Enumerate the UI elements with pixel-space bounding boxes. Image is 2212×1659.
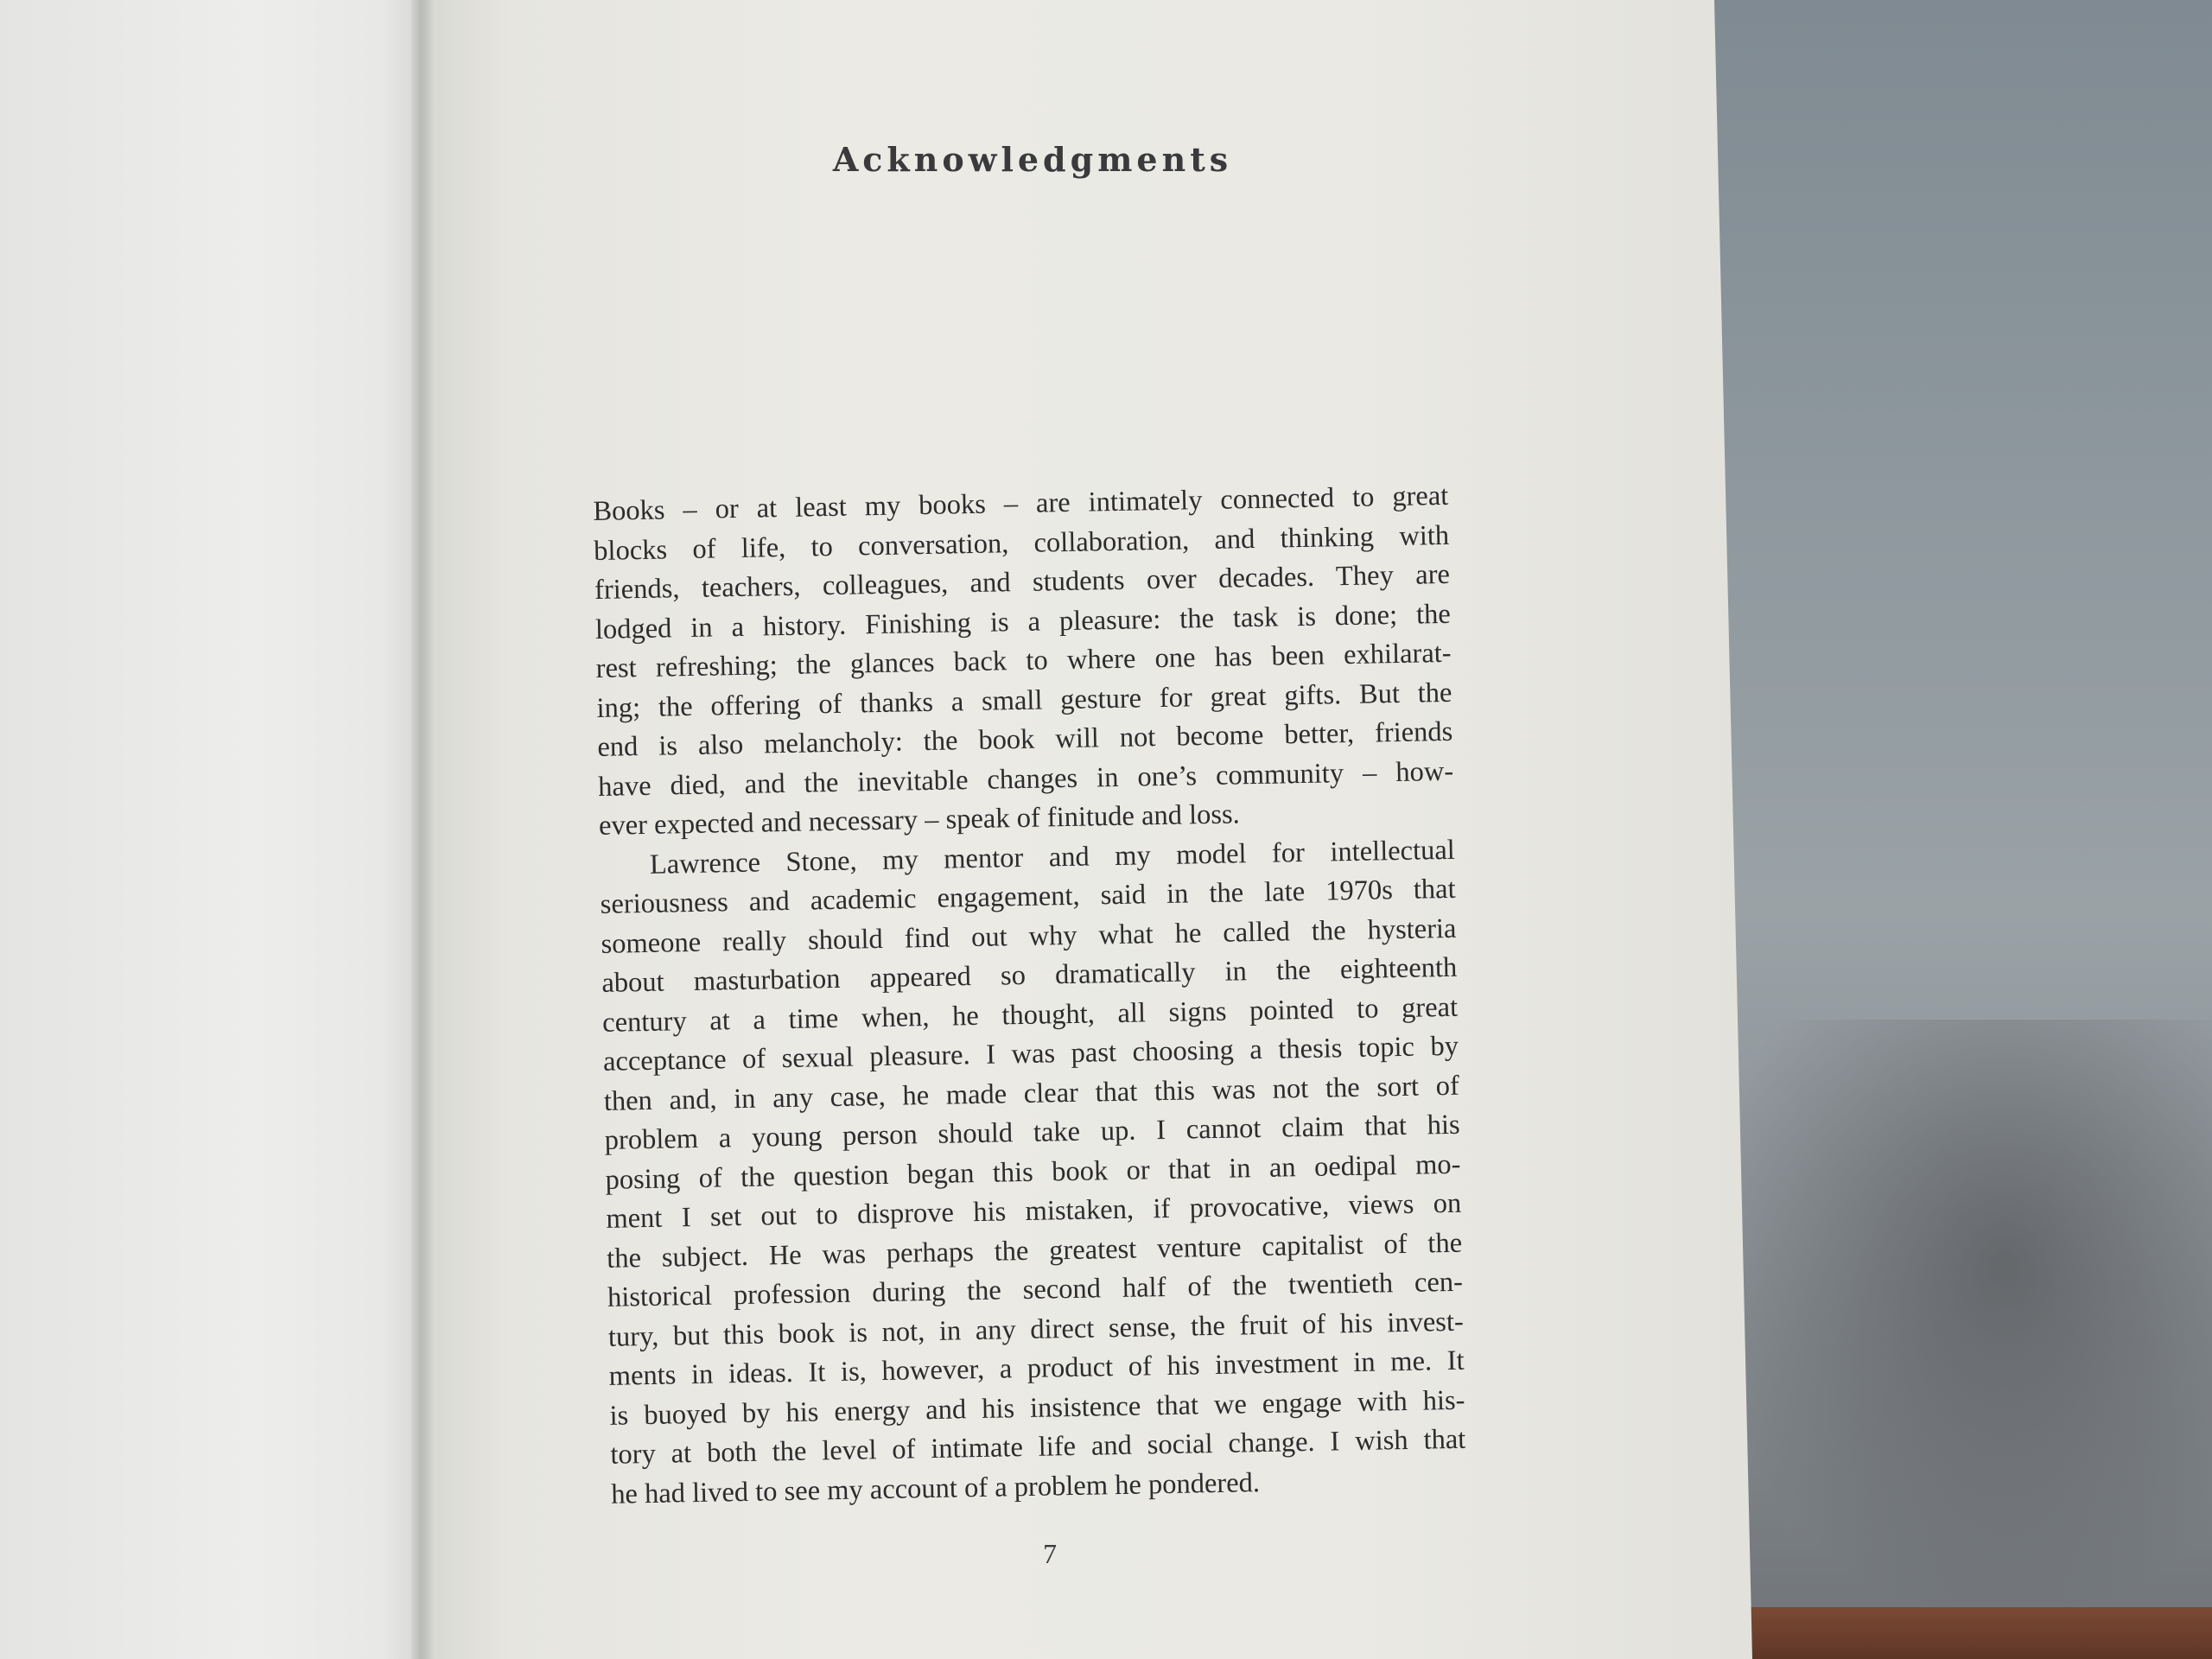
text-line: Lawrence Stone, my mentor and my model for intellectual [649, 834, 1456, 880]
text-line: Books – or at least my books – are intimately connected to great [593, 480, 1449, 527]
text-line: he had lived to see my account of a problem he pondered. [610, 1466, 1261, 1510]
text-line: posing of the question began this book or that in an oedipal mo- [605, 1148, 1461, 1196]
text-line: end is also melancholy: the book will not become better, friends [597, 715, 1453, 763]
text-line: about masturbation appeared so dramatically in the eighteenth [601, 951, 1458, 999]
text-line: seriousness and academic engagement, said in the late 1970s that [600, 873, 1456, 920]
paragraph-2 [600, 830, 1467, 1515]
left-page-blank [0, 0, 423, 1659]
paragraph-1 [593, 477, 1454, 847]
page-number: 7 [1043, 1538, 1057, 1569]
text-line: tury, but this book is not, in any direct sense, the fruit of his invest- [607, 1306, 1465, 1353]
text-line: have died, and the inevitable changes in one’s community – how- [597, 755, 1454, 803]
text-line: friends, teachers, colleagues, and students over decades. They are [594, 558, 1451, 606]
text-line: historical profession during the second half of the twentieth cen- [607, 1266, 1464, 1313]
text-line: ing; the offering of thanks a small gesture for great gifts. But the [596, 677, 1452, 724]
wooden-surface [1745, 1607, 2212, 1659]
text-line: ever expected and necessary – speak of finitude and loss. [598, 798, 1241, 842]
text-line: problem a young person should take up. I cannot claim that his [604, 1109, 1460, 1156]
page-title: Acknowledgments [832, 140, 1233, 179]
text-line: is buoyed by his energy and his insistence that we engage with his- [609, 1384, 1465, 1432]
body-text [593, 477, 1467, 1515]
text-line: blocks of life, to conversation, collaboration, and thinking with [593, 519, 1450, 567]
book-gutter [411, 0, 435, 1659]
text-line: century at a time when, he thought, all signs pointed to great [601, 991, 1459, 1039]
text-line: tory at both the level of intimate life and social change. I wish that [610, 1423, 1466, 1471]
backdrop-shadow [1694, 1020, 2212, 1624]
text-line: ments in ideas. It is, however, a product of his investment in me. It [608, 1344, 1465, 1392]
text-line: lodged in a history. Finishing is a pleasure: the task is done; the [594, 598, 1452, 645]
text-line: then and, in any case, he made clear that this was not the sort of [603, 1070, 1460, 1117]
text-line: ment I set out to disprove his mistaken, if provocative, views on [606, 1187, 1462, 1235]
text-line: someone really should find out why what he called the hysteria [601, 912, 1457, 960]
text-line: acceptance of sexual pleasure. I was past choosing a thesis topic by [602, 1030, 1459, 1077]
text-line: the subject. He was perhaps the greatest venture capitalist of the [606, 1227, 1463, 1274]
text-line: rest refreshing; the glances back to where one has been exhilarat- [595, 637, 1452, 684]
